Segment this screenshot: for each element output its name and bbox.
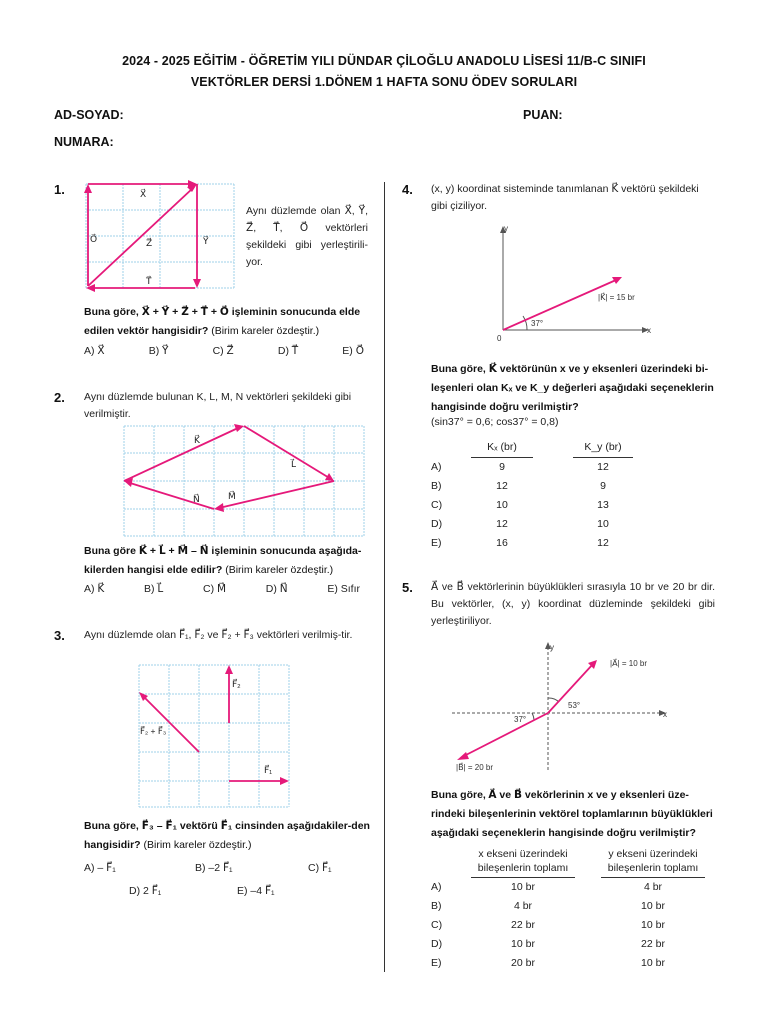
q5-question bbox=[431, 786, 721, 843]
q4-header-kx: Kₓ (br) bbox=[471, 438, 533, 457]
q1-option-e[interactable]: E) O⃗ bbox=[342, 345, 364, 357]
q5-header-x: x ekseni üzerindeki bileşenlerin toplamı bbox=[471, 847, 575, 878]
q4-options-table bbox=[431, 438, 633, 552]
q2-option-a[interactable]: A) K⃗ bbox=[84, 583, 105, 595]
q4-cell-kx: 16 bbox=[496, 536, 508, 549]
q3-intro: Aynı düzlemde olan F⃗₁, F⃗₂ ve F⃗₂ + F⃗₃ vektörleri verilmiş-tir. bbox=[84, 629, 353, 641]
q4-header-ky: K_y (br) bbox=[573, 438, 633, 457]
q4-option-row[interactable] bbox=[431, 495, 633, 514]
q5-cell-x: 10 br bbox=[511, 938, 535, 950]
q2-number: 2. bbox=[54, 390, 65, 405]
q4-row-label: E) bbox=[431, 536, 442, 549]
q1-label-t: T⃗ bbox=[146, 276, 152, 286]
q4-cell-ky: 9 bbox=[600, 479, 606, 492]
q4-number: 4. bbox=[402, 182, 413, 197]
q5-cell-x: 22 br bbox=[511, 919, 535, 931]
q3-label-f1: F⃗₁ bbox=[264, 765, 273, 775]
column-divider bbox=[384, 182, 385, 972]
q4-label-angle: 37° bbox=[531, 319, 544, 328]
q1-question-note: (Birim kareler özdeştir.) bbox=[211, 325, 320, 337]
q5-option-row[interactable] bbox=[431, 935, 705, 954]
q1-label-y: Y⃗ bbox=[203, 236, 209, 246]
q5-coordinate-figure bbox=[450, 638, 676, 776]
q4-option-row[interactable] bbox=[431, 476, 633, 495]
q1-option-d[interactable]: D) T⃗ bbox=[277, 345, 299, 357]
q4-cell-kx: 12 bbox=[496, 517, 508, 530]
q5-number: 5. bbox=[402, 580, 413, 595]
q3-vector-figure bbox=[136, 662, 292, 810]
score-label: PUAN: bbox=[523, 108, 563, 122]
q4-cell-kx: 12 bbox=[496, 479, 508, 492]
q5-row-label: B) bbox=[431, 900, 442, 912]
q5-cell-y: 4 br bbox=[643, 881, 663, 894]
q3-number: 3. bbox=[54, 628, 65, 643]
q5-row-label: A) bbox=[431, 881, 442, 893]
q5-cell-x: 20 br bbox=[511, 957, 535, 969]
q4-question-bold: Buna göre, K⃗ vektörünün x ve y eksenleri üzerindeki bi-leşenleri olan Kₓ ve K_y değerleri aşağıdaki seçeneklerin hangisinde doğru verilmiştir? bbox=[431, 363, 714, 413]
q4-row-label: B) bbox=[431, 479, 442, 492]
q3-question bbox=[84, 817, 374, 855]
q1-label-o: O⃗ bbox=[90, 234, 98, 244]
q1-vector-figure bbox=[82, 180, 238, 292]
q3-option-b[interactable]: B) –2 F⃗₁ bbox=[195, 862, 233, 874]
q3-option-d[interactable]: D) 2 F⃗₁ bbox=[129, 885, 162, 897]
q3-option-a[interactable]: A) – F⃗₁ bbox=[84, 862, 116, 874]
q4-coordinate-figure bbox=[490, 220, 660, 350]
q4-cell-kx: 9 bbox=[499, 460, 505, 473]
q1-label-x: X⃗ bbox=[140, 189, 147, 199]
number-label: NUMARA: bbox=[54, 135, 114, 149]
q4-cell-ky: 10 bbox=[597, 517, 609, 530]
q3-label-f2-plus-f3: F⃗₂ + F⃗₃ bbox=[140, 726, 167, 736]
q4-row-label: A) bbox=[431, 460, 442, 473]
q3-question-bold: Buna göre, F⃗₃ – F⃗₁ vektörü F⃗₁ cinsinden aşağıdakiler-den hangisidir? bbox=[84, 820, 370, 851]
q3-option-c[interactable]: C) F⃗₁ bbox=[308, 862, 332, 874]
q4-label-x: x bbox=[647, 326, 651, 335]
q5-cell-x: 4 br bbox=[513, 900, 533, 912]
q1-number: 1. bbox=[54, 182, 65, 197]
q2-intro: Aynı düzlemde bulunan K, L, M, N vektörleri şekildeki gibi verilmiştir. bbox=[84, 391, 352, 420]
name-label: AD-SOYAD: bbox=[54, 108, 124, 122]
q5-label-x: x bbox=[663, 710, 667, 719]
q2-option-c[interactable]: C) M⃗ bbox=[203, 583, 227, 595]
q5-cell-y: 22 br bbox=[641, 938, 665, 950]
q2-options bbox=[84, 583, 360, 595]
header-line-2: VEKTÖRLER DERSİ 1.DÖNEM 1 HAFTA SONU ÖDEV SORULARI bbox=[190, 75, 578, 89]
q4-cell-ky: 12 bbox=[597, 536, 609, 549]
q1-option-a[interactable]: A) X⃗ bbox=[84, 345, 105, 357]
q1-option-b[interactable]: B) Y⃗ bbox=[148, 345, 169, 357]
q5-row-label: E) bbox=[431, 957, 442, 969]
q1-label-z: Z⃗ bbox=[146, 238, 153, 248]
q4-intro: (x, y) koordinat sisteminde tanımlanan K⃗ vektörü şekildeki gibi çiziliyor. bbox=[431, 183, 699, 212]
q5-label-53: 53° bbox=[568, 701, 581, 710]
q5-label-37: 37° bbox=[514, 715, 527, 724]
q1-option-c[interactable]: C) Z⃗ bbox=[212, 345, 234, 357]
q4-cell-ky: 13 bbox=[597, 498, 609, 511]
q4-option-row[interactable] bbox=[431, 457, 633, 476]
q5-options-table bbox=[431, 847, 705, 973]
q2-question-bold: Buna göre K⃗ + L⃗ + M⃗ – N⃗ işleminin sonucunda aşağıda-kilerden hangisi elde edilir? bbox=[84, 545, 362, 576]
q2-vector-figure bbox=[120, 423, 370, 539]
q5-cell-y: 10 br bbox=[641, 957, 665, 969]
q2-label-l: L⃗ bbox=[291, 459, 297, 469]
q1-side-text: Aynı düzlemde olan X⃗, Y⃗, Z⃗, T⃗, O⃗ vektörleri şekildeki gibi yerleştirili-yor. bbox=[246, 205, 368, 268]
q4-label-origin: 0 bbox=[497, 334, 502, 343]
q2-option-e[interactable]: E) Sıfır bbox=[327, 583, 360, 595]
q4-cell-ky: 12 bbox=[597, 460, 609, 473]
q5-label-b: |B⃗| = 20 br bbox=[456, 763, 493, 772]
q4-row-label: C) bbox=[431, 498, 443, 511]
q4-option-row[interactable] bbox=[431, 533, 633, 552]
q4-given: (sin37° = 0,6; cos37° = 0,8) bbox=[431, 416, 559, 428]
q3-option-e[interactable]: E) –4 F⃗₁ bbox=[237, 885, 275, 897]
q4-option-row[interactable] bbox=[431, 514, 633, 533]
q5-header-y: y ekseni üzerindeki bileşenlerin toplamı bbox=[601, 847, 705, 878]
q2-option-b[interactable]: B) L⃗ bbox=[144, 583, 164, 595]
q2-label-k: K⃗ bbox=[194, 435, 200, 445]
q4-question bbox=[431, 360, 721, 417]
q5-row-label: C) bbox=[431, 919, 443, 931]
q2-question bbox=[84, 542, 374, 580]
q2-option-d[interactable]: D) N⃗ bbox=[265, 583, 288, 595]
q5-cell-x: 10 br bbox=[511, 881, 535, 894]
q5-cell-y: 10 br bbox=[641, 919, 665, 931]
q1-options bbox=[84, 345, 364, 357]
q5-intro: A⃗ ve B⃗ vektörlerinin büyüklükleri sırasıyla 10 br ve 20 br dir. Bu vektörler, (x, y) koordinat düzleminde şekildeki gibi yerleştiriliyor. bbox=[431, 581, 715, 627]
q4-row-label: D) bbox=[431, 517, 443, 530]
q5-option-row[interactable] bbox=[431, 878, 705, 897]
q5-option-row[interactable] bbox=[431, 897, 705, 916]
q5-label-a: |A⃗| = 10 br bbox=[610, 659, 647, 668]
q1-question bbox=[84, 303, 374, 341]
q5-cell-y: 10 br bbox=[641, 900, 665, 912]
q5-label-y: y bbox=[550, 643, 554, 652]
q3-label-f2: F⃗₂ bbox=[232, 679, 241, 689]
q5-row-label: D) bbox=[431, 938, 443, 950]
q1-question-bold: Buna göre, X⃗ + Y⃗ + Z⃗ + T⃗ + O⃗ işleminin sonucunda elde edilen vektör hangisidir? bbox=[84, 306, 361, 337]
q2-question-note: (Birim kareler özdeştir.) bbox=[225, 564, 334, 576]
header-line-1: 2024 - 2025 EĞİTİM - ÖĞRETİM YILI DÜNDAR ÇİLOĞLU ANADOLU LİSESİ 11/B-C SINIFI bbox=[122, 54, 646, 68]
q2-label-n: N⃗ bbox=[193, 494, 200, 504]
q4-label-magnitude: |K⃗| = 15 br bbox=[598, 293, 635, 302]
q5-question-bold: Buna göre, A⃗ ve B⃗ vekörlerinin x ve y eksenleri üze-rindeki bileşenlerinin vektörel toplamlarının büyüklükleri aşağıdaki seçeneklerin hangisinde doğru verilmiştir? bbox=[431, 789, 713, 839]
q4-label-y: y bbox=[504, 224, 508, 233]
q2-label-m: M⃗ bbox=[228, 491, 236, 501]
q3-question-note: (Birim kareler özdeştir.) bbox=[143, 839, 252, 851]
q4-cell-kx: 10 bbox=[496, 498, 508, 511]
q5-option-row[interactable] bbox=[431, 954, 705, 973]
q5-option-row[interactable] bbox=[431, 916, 705, 935]
